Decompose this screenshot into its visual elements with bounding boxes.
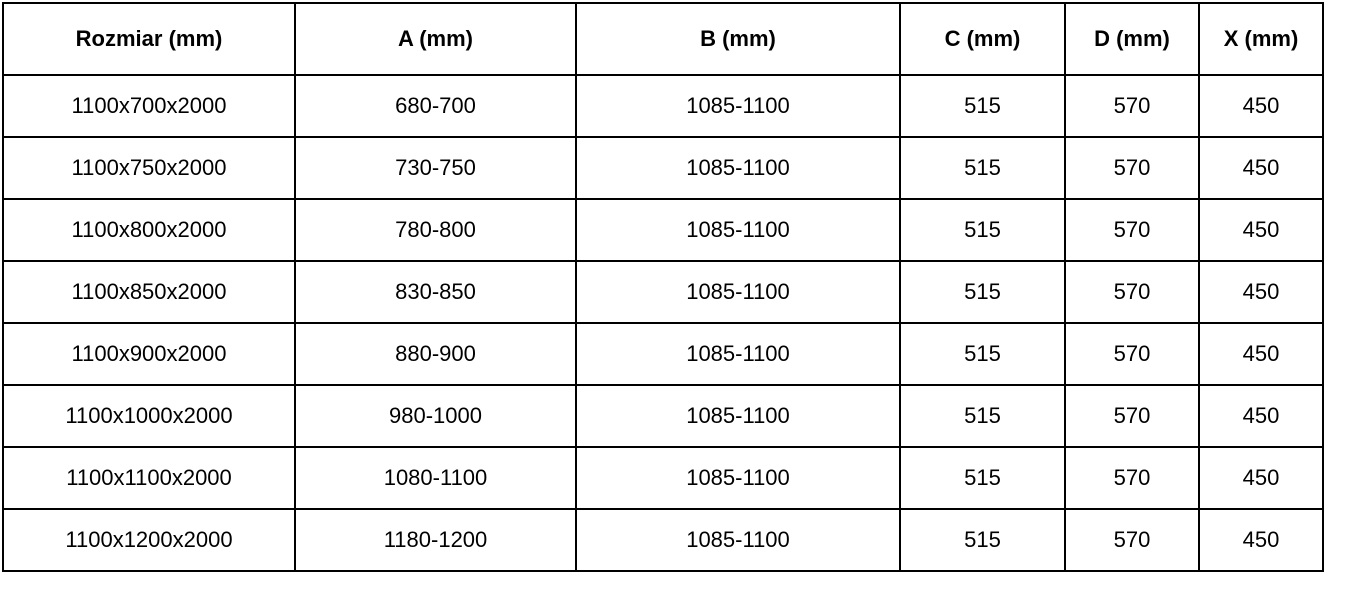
cell-a: 780-800: [295, 199, 576, 261]
table-row: [3, 323, 1323, 385]
cell-c: 515: [900, 447, 1065, 509]
column-header-rozmiar: Rozmiar (mm): [3, 3, 295, 75]
table-row: [3, 509, 1323, 571]
cell-x: 450: [1199, 323, 1323, 385]
column-header-c: C (mm): [900, 3, 1065, 75]
cell-d: 570: [1065, 385, 1199, 447]
cell-c: 515: [900, 75, 1065, 137]
table-row: [3, 75, 1323, 137]
cell-x: 450: [1199, 75, 1323, 137]
cell-x: 450: [1199, 509, 1323, 571]
column-header-x: X (mm): [1199, 3, 1323, 75]
cell-b: 1085-1100: [576, 509, 900, 571]
cell-c: 515: [900, 385, 1065, 447]
cell-size: 1100x700x2000: [3, 75, 295, 137]
cell-a: 1080-1100: [295, 447, 576, 509]
cell-c: 515: [900, 261, 1065, 323]
cell-x: 450: [1199, 447, 1323, 509]
cell-b: 1085-1100: [576, 137, 900, 199]
table-row: [3, 137, 1323, 199]
cell-size: 1100x800x2000: [3, 199, 295, 261]
cell-size: 1100x750x2000: [3, 137, 295, 199]
table-row: [3, 261, 1323, 323]
cell-c: 515: [900, 137, 1065, 199]
table-row: [3, 199, 1323, 261]
cell-a: 1180-1200: [295, 509, 576, 571]
cell-b: 1085-1100: [576, 75, 900, 137]
dimensions-table: [2, 2, 1324, 572]
table-row: [3, 447, 1323, 509]
cell-c: 515: [900, 323, 1065, 385]
cell-d: 570: [1065, 199, 1199, 261]
cell-b: 1085-1100: [576, 261, 900, 323]
table-body: [3, 75, 1323, 571]
cell-b: 1085-1100: [576, 199, 900, 261]
cell-x: 450: [1199, 261, 1323, 323]
cell-size: 1100x850x2000: [3, 261, 295, 323]
cell-b: 1085-1100: [576, 385, 900, 447]
table-header: [3, 3, 1323, 75]
cell-d: 570: [1065, 323, 1199, 385]
column-header-a: A (mm): [295, 3, 576, 75]
cell-x: 450: [1199, 137, 1323, 199]
cell-size: 1100x1000x2000: [3, 385, 295, 447]
cell-size: 1100x1100x2000: [3, 447, 295, 509]
cell-a: 680-700: [295, 75, 576, 137]
cell-b: 1085-1100: [576, 323, 900, 385]
cell-a: 830-850: [295, 261, 576, 323]
column-header-b: B (mm): [576, 3, 900, 75]
table-row: [3, 385, 1323, 447]
cell-d: 570: [1065, 509, 1199, 571]
cell-d: 570: [1065, 261, 1199, 323]
cell-a: 880-900: [295, 323, 576, 385]
cell-d: 570: [1065, 75, 1199, 137]
cell-size: 1100x1200x2000: [3, 509, 295, 571]
cell-d: 570: [1065, 447, 1199, 509]
cell-d: 570: [1065, 137, 1199, 199]
cell-x: 450: [1199, 385, 1323, 447]
cell-a: 730-750: [295, 137, 576, 199]
cell-c: 515: [900, 199, 1065, 261]
cell-b: 1085-1100: [576, 447, 900, 509]
cell-size: 1100x900x2000: [3, 323, 295, 385]
cell-a: 980-1000: [295, 385, 576, 447]
column-header-d: D (mm): [1065, 3, 1199, 75]
table-header-row: [3, 3, 1323, 75]
cell-x: 450: [1199, 199, 1323, 261]
cell-c: 515: [900, 509, 1065, 571]
